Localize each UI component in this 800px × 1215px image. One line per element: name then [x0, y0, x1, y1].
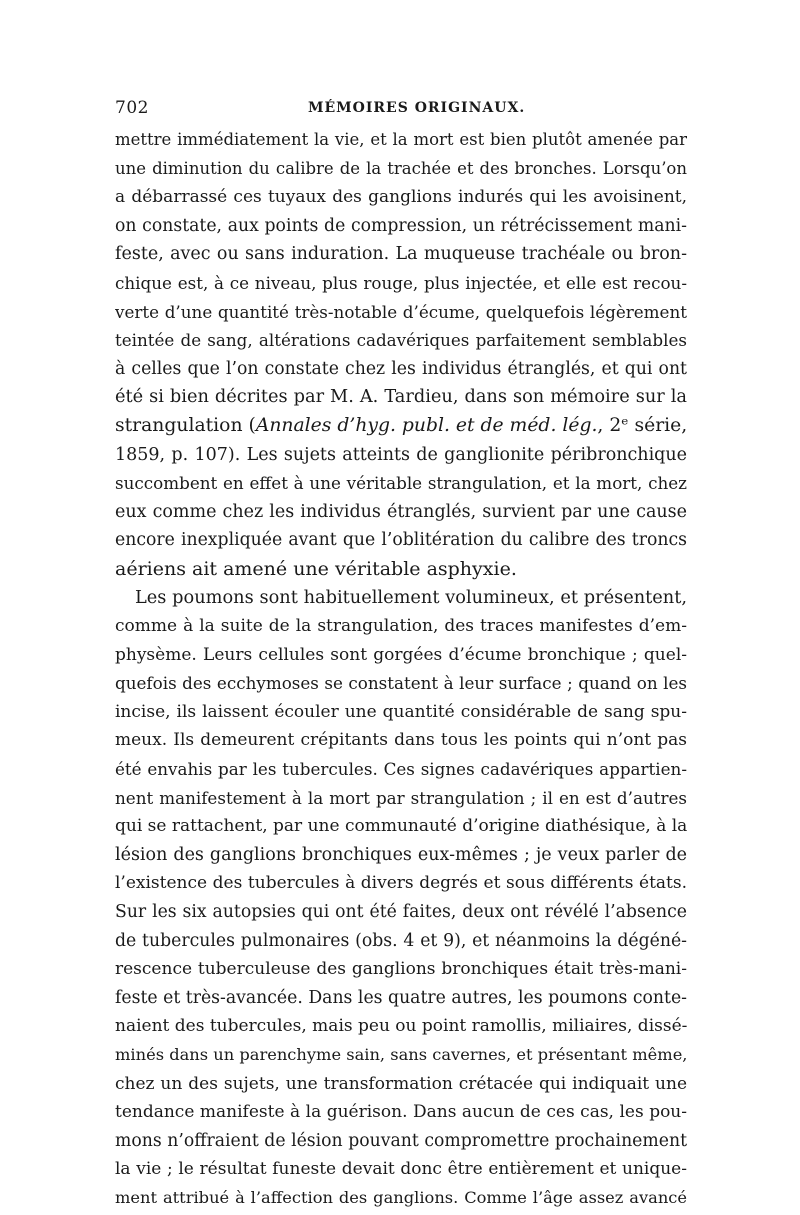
text-line: incise, ils laissent écouler une quantité considérable de sang spu- — [115, 701, 687, 722]
citation-prefix: strangulation ( — [115, 414, 256, 436]
text-line: naient des tubercules, mais peu ou point ramollis, miliaires, dissé- — [115, 1016, 687, 1037]
text-line: tendance manifeste à la guérison. Dans aucun de ces cas, les pou- — [115, 1102, 687, 1123]
citation-suffix: , 2ᵉ série, — [597, 414, 687, 436]
text-line: teintée de sang, altérations cadavériques parfaitement semblables — [115, 330, 687, 351]
paragraph-end-line: aériens ait amené une véritable asphyxie. — [115, 557, 517, 580]
text-line: 1859, p. 107). Les sujets atteints de ganglionite péribronchique — [115, 444, 687, 465]
text-line: été envahis par les tubercules. Ces signes cadavériques appartien- — [115, 759, 687, 780]
text-line: encore inexpliquée avant que l’oblitération du calibre des troncs — [115, 530, 687, 551]
text-line: Sur les six autopsies qui ont été faites, deux ont révélé l’absence — [115, 902, 687, 923]
text-line: feste et très-avancée. Dans les quatre autres, les poumons conte- — [115, 987, 687, 1008]
text-line: de tubercules pulmonaires (obs. 4 et 9), et néanmoins la dégéné- — [115, 930, 687, 951]
page-number: 702 — [115, 98, 149, 118]
text-line: succombent en effet à une véritable strangulation, et la mort, chez — [115, 473, 687, 494]
text-line: quefois des ecchymoses se constatent à leur surface ; quand on les — [115, 673, 687, 694]
text-line: qui se rattachent, par une communauté d’origine diathésique, à la — [115, 816, 687, 837]
text-line: feste, avec ou sans induration. La muqueuse trachéale ou bron- — [115, 244, 687, 265]
text-line: mettre immédiatement la vie, et la mort est bien plutôt amenée par — [115, 130, 687, 149]
page-header — [115, 98, 687, 122]
paragraph-start-line: Les poumons sont habituellement volumineux, et présentent, — [135, 587, 687, 608]
text-line: chique est, à ce niveau, plus rouge, plus injectée, et elle est recou- — [115, 272, 687, 293]
text-line: l’existence des tubercules à divers degrés et sous différents états. — [115, 873, 687, 894]
text-line: eux comme chez les individus étranglés, survient par une cause — [115, 501, 687, 522]
text-line: ment attribué à l’affection des ganglions. Comme l’âge assez avancé — [115, 1187, 687, 1207]
text-line: à celles que l’on constate chez les individus étranglés, et qui ont — [115, 358, 687, 379]
text-line-citation — [115, 412, 687, 441]
text-line: verte d’une quantité très-notable d’écume, quelquefois légèrement — [115, 301, 687, 322]
text-line: mons n’offraient de lésion pouvant compromettre prochainement — [115, 1130, 687, 1151]
text-line: chez un des sujets, une transformation crétacée qui indiquait une — [115, 1073, 687, 1094]
text-line: meux. Ils demeurent crépitants dans tous les points qui n’ont pas — [115, 730, 687, 751]
text-line: physème. Leurs cellules sont gorgées d’écume bronchique ; quel- — [115, 644, 687, 665]
text-line: rescence tuberculeuse des ganglions bronchiques était très-mani- — [115, 959, 687, 980]
body-text — [115, 126, 687, 1213]
text-line: été si bien décrites par M. A. Tardieu, dans son mémoire sur la — [115, 387, 687, 408]
running-head: MÉMOIRES ORIGINAUX. — [308, 100, 526, 116]
text-line: une diminution du calibre de la trachée et des bronches. Lorsqu’on — [115, 158, 687, 178]
text-line: a débarrassé ces tuyaux des ganglions indurés qui les avoisinent, — [115, 187, 687, 208]
text-line: minés dans un parenchyme sain, sans cavernes, et présentant même, — [115, 1045, 687, 1064]
text-line: comme à la suite de la strangulation, des traces manifestes d’em- — [115, 616, 687, 637]
text-line: on constate, aux points de compression, un rétrécissement mani- — [115, 215, 687, 236]
text-line: lésion des ganglions bronchiques eux-mêmes ; je veux parler de — [115, 844, 687, 865]
text-line: nent manifestement à la mort par strangulation ; il en est d’autres — [115, 787, 687, 808]
citation-journal-title: Annales d’hyg. publ. et de méd. lég. — [255, 414, 598, 436]
text-line: la vie ; le résultat funeste devait donc être entièrement et unique- — [115, 1159, 687, 1180]
